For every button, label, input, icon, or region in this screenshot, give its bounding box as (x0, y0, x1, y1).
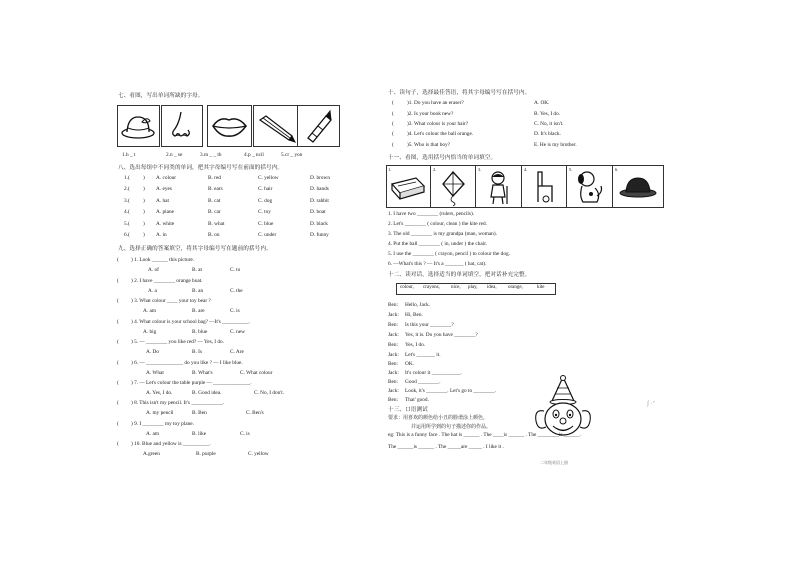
question-8: ) 8. This isn't my pencil. It's ____________. (131, 400, 225, 406)
cell-3 (475, 166, 522, 207)
speaker: Ben: (388, 379, 399, 385)
answer-1: 1.h _ t (122, 152, 136, 158)
bracket-open[interactable]: ( (117, 319, 119, 325)
question: )4. Let's colour the ball orange. (407, 131, 474, 137)
word: nice, (451, 285, 461, 290)
option-b: B. cat (208, 198, 221, 204)
option-c: C. Ben's (246, 410, 264, 416)
option-d: D. funny (310, 232, 329, 238)
option-c: C. yellow (248, 451, 269, 457)
speaker: Ben: (388, 342, 399, 348)
bracket-open[interactable]: ( (392, 111, 394, 117)
hat-picture (117, 105, 160, 147)
sentence-2: 2. Let's ________ ( colour, clean ) the kite red. (388, 221, 487, 227)
line: That' good. (405, 397, 429, 403)
question-10: ) 10. Blue and yellow is __________. (131, 441, 211, 447)
word: colour, (400, 285, 414, 290)
cell-2 (430, 166, 476, 207)
pencil-picture (253, 105, 298, 147)
word: kite (537, 285, 545, 290)
option-c: C. yellow (258, 175, 279, 181)
option-a: A. in (156, 232, 167, 238)
option-c: C. dog (258, 198, 273, 204)
speaker: Jack: (388, 352, 399, 358)
speaker: Jack: (388, 332, 399, 338)
answer-3: 3.m _ _ th (200, 152, 222, 158)
option-c: C. Are (230, 349, 244, 355)
speaker: Jack: (388, 312, 399, 318)
option-a: A. hat (156, 198, 169, 204)
mouth-picture (207, 105, 252, 147)
option-a: A.green (143, 451, 160, 457)
question-2: ) 2. I have ________ orange boat. (131, 278, 203, 284)
cell-number: 1. (388, 167, 392, 172)
bracket-open[interactable]: ( (117, 257, 119, 263)
section-11-title: 十一、看图，选用括号内恰当的单词填空。 (388, 155, 497, 161)
sentence-5: 5. I use the ________ ( crayon, pencil ) to colour the dog. (388, 251, 510, 257)
option-b: B. Ben (192, 410, 207, 416)
chair-icon (522, 166, 567, 207)
option-c: C. under (258, 232, 277, 238)
option-b: B. red (208, 175, 221, 181)
hat-icon (613, 166, 664, 207)
answer-4: 4.p _ ncil (244, 152, 264, 158)
speaker: Ben: (388, 322, 399, 328)
option-d: D. hands (310, 186, 329, 192)
old-man-icon (476, 166, 522, 207)
option-b: B. on (208, 232, 220, 238)
sentence-3: 3. The old ________ is my grandpa (man, woman). (388, 231, 497, 237)
writing-line: The ______is ______ . The _____are _____ . I like it . (388, 444, 504, 450)
option-b: B. an (192, 288, 204, 294)
option-d: D. rabbit (310, 198, 329, 204)
speaker: Jack: (388, 388, 399, 394)
section-8-title: 八、选出每组中不同类的单词，把其字母编号写在前面的括号内。 (118, 165, 284, 171)
pencil-case-icon (386, 166, 430, 207)
option-b: B. like (192, 431, 207, 437)
reply: C. No, it isn't. (534, 121, 564, 127)
option-b: B. car (208, 209, 221, 215)
option-a: A. eyes (156, 186, 172, 192)
hat-icon (118, 106, 159, 146)
reply: D. It's black. (534, 131, 561, 137)
row-number: 4.( (124, 209, 130, 215)
speaker: Jack: (388, 370, 399, 376)
bracket-open[interactable]: ( (117, 360, 119, 366)
bracket-open[interactable]: ( (392, 131, 394, 137)
row-number: 5.( (124, 221, 130, 227)
option-a: A. plane (156, 209, 174, 215)
bracket-open[interactable]: ( (117, 380, 119, 386)
reply: B. Yes, I do. (534, 111, 561, 117)
answer-bracket[interactable]: ) (143, 175, 145, 181)
cell-4 (521, 166, 567, 207)
section-7-title: 七、看图，写出单词所缺的字母。 (118, 93, 204, 99)
page-footer: 二年级英语上册 (540, 460, 568, 465)
line: Yes, I do. (405, 342, 426, 348)
row-number: 1.( (124, 175, 130, 181)
dog-icon (567, 166, 613, 207)
bracket-open[interactable]: ( (117, 441, 119, 447)
answer-2: 2.n _ se (166, 152, 183, 158)
line: Good ________. (405, 379, 441, 385)
option-c: C. What colour (240, 370, 273, 376)
option-c: C. is (230, 308, 240, 314)
line: Hello, Jack. (405, 302, 431, 308)
section-13-title: 十三、口语测试 (388, 407, 428, 413)
cell-number: 4. (524, 167, 528, 172)
option-a: A. my pencil (146, 410, 174, 416)
cell-6 (612, 166, 664, 207)
question-4: ) 4. What colour is your school bag? —It's __________. (131, 319, 250, 325)
option-a: A. Yes, I do. (146, 390, 173, 396)
option-b: B. blue (192, 329, 208, 335)
option-c: C. hair (258, 186, 273, 192)
cell-5 (566, 166, 613, 207)
line: It's colour it ___________. (405, 370, 463, 376)
option-b: B. are (192, 308, 205, 314)
question-3: ) 3. What colour ____ your toy bear ? (131, 298, 211, 304)
option-c: C. the (230, 288, 243, 294)
option-a: A. a (148, 288, 157, 294)
question-6: ) 6. — ______________ do you like ? — I like blue. (131, 360, 243, 366)
row-number: 3.( (124, 198, 130, 204)
line: OK. (405, 361, 414, 367)
question-9: ) 9. I ________ my toy plane. (131, 421, 194, 427)
word: orange, (508, 285, 523, 290)
question: )1. Do you have an eraser? (407, 100, 464, 106)
option-a: A. white (156, 221, 175, 227)
option-a: A. am (143, 308, 156, 314)
row-number: 6.( (124, 232, 130, 238)
question-1: ) 1. Look ______ this picture. (131, 257, 195, 263)
speaker: Ben: (388, 361, 399, 367)
mouth-icon (208, 106, 251, 146)
section-12-title: 十二、读对话，选择适当的单词填空，把对话补充完整。 (388, 272, 531, 278)
requirement-2: 并运用所学到的句子描述你的作品。 (411, 425, 492, 430)
word: idea, (487, 285, 497, 290)
sentence-6: 6. —What's this ? — It's a _______ ( hat, cat). (388, 261, 487, 267)
option-b: B. what (208, 221, 225, 227)
option-b: B. Is (192, 349, 203, 355)
nose-icon (162, 106, 202, 146)
option-c: C. new (230, 329, 246, 335)
option-a: A. big (143, 329, 157, 335)
section-10-title: 十、读句子，选择最佳答语，将其字母编号写在括号内。 (388, 90, 531, 96)
option-b: B. at (192, 267, 203, 273)
speaker: Ben: (388, 302, 399, 308)
option-b: B. ears (208, 186, 223, 192)
word: crayons, (423, 285, 440, 290)
cell-number: 3. (478, 167, 482, 172)
option-d: D. brown (310, 175, 331, 181)
answer-5: 5.cr _ yon (281, 152, 303, 158)
cell-1 (386, 166, 430, 207)
cell-number: 2. (433, 167, 437, 172)
question-7: ) 7. — Let's colour the table purple — ______________. (131, 380, 252, 386)
option-c: C. is (240, 431, 250, 437)
row-number: 2.( (124, 186, 130, 192)
kite-icon (431, 166, 476, 207)
bracket-open[interactable]: ( (392, 100, 394, 106)
option-a: A. colour (156, 175, 177, 181)
bracket-open[interactable]: ( (117, 278, 119, 284)
scan-noise: ʃ ·ᐟ (647, 401, 656, 407)
question-5: ) 5. — ________ you like red? — Yes, I do. (131, 339, 224, 345)
requirement-1: 要求：用喜欢的颜色给小丑的脸谱涂上颜色， (388, 416, 489, 421)
option-a: A. What (146, 370, 164, 376)
section-9-title: 九、选择正确的答案填空，将其字母编号写在题前的括号内。 (118, 246, 272, 252)
answer-bracket[interactable]: ) (143, 209, 145, 215)
option-c: C. No, I don't. (254, 390, 285, 396)
answer-bracket[interactable]: ) (143, 232, 145, 238)
option-c: C. to (230, 267, 241, 273)
crayon-picture (297, 105, 340, 147)
option-d: D. boat (310, 209, 326, 215)
speaker: Ben: (388, 397, 399, 403)
nose-picture (161, 105, 203, 147)
option-a: A. Do (146, 349, 159, 355)
line: Hi, Ben. (405, 312, 423, 318)
sentence-1: 1. I have two ________ (rulers, pencils). (388, 211, 475, 217)
question: )3. What colour is your hair? (407, 121, 469, 127)
option-b: B. What's (192, 370, 213, 376)
option-a: A. of (148, 267, 159, 273)
bracket-open[interactable]: ( (392, 142, 394, 148)
answer-bracket[interactable]: ) (143, 186, 145, 192)
question: )5. Who is that boy? (407, 142, 451, 148)
picture-strip (386, 165, 664, 208)
pencil-icon (254, 106, 297, 146)
line: Is this your ________? (405, 322, 454, 328)
sentence-4: 4. Put the ball ________ ( in, under ) the chair. (388, 241, 488, 247)
bracket-open[interactable]: ( (117, 339, 119, 345)
option-b: B. purple (196, 451, 216, 457)
reply: A. OK. (534, 100, 550, 106)
option-c: C. blue (258, 221, 274, 227)
bracket-open[interactable]: ( (117, 298, 119, 304)
option-b: B. Good idea. (192, 390, 222, 396)
crayon-icon (298, 106, 339, 146)
word: play, (468, 285, 478, 290)
line: Look, it's ________. Let's go to ________. (405, 388, 496, 394)
option-a: A. am (146, 431, 159, 437)
line: Let's _______ it. (405, 352, 441, 358)
bracket-open[interactable]: ( (392, 121, 394, 127)
option-d: D. black (310, 221, 328, 227)
cell-number: 5. (569, 167, 573, 172)
bracket-open[interactable]: ( (117, 421, 119, 427)
answer-bracket[interactable]: ) (143, 221, 145, 227)
word-bank (396, 283, 556, 295)
option-c: C. toy (258, 209, 271, 215)
cell-number: 6. (615, 167, 619, 172)
question: )2. Is your book new? (407, 111, 454, 117)
reply: E. He is my brother. (534, 142, 577, 148)
answer-bracket[interactable]: ) (143, 198, 145, 204)
bracket-open[interactable]: ( (117, 400, 119, 406)
example-line: eg: This is a funny face . The hat is ______ . The ____is ______ . The ________is ______. (388, 432, 581, 438)
line: Yes, it is. Do you have ________? (405, 332, 478, 338)
